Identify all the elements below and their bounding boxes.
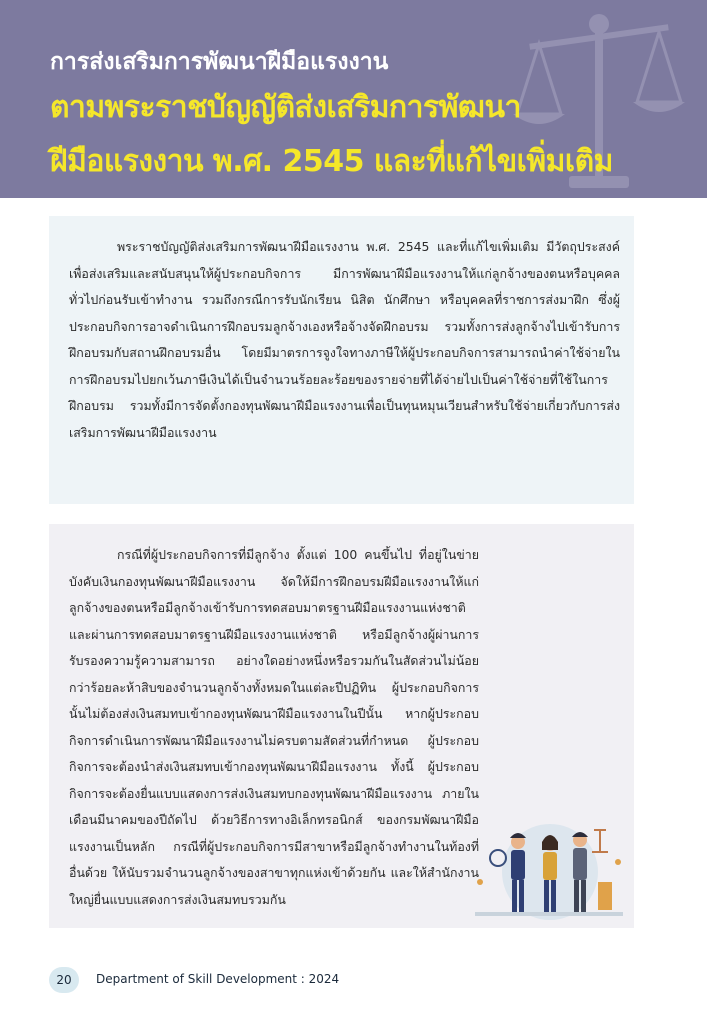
- intro-box: [49, 216, 634, 504]
- header-banner: [0, 0, 707, 198]
- business-people-illustration-icon: [470, 812, 628, 924]
- footer-text: Department of Skill Development : 2024: [96, 972, 340, 986]
- title-line-3: ฝีมือแรงงาน พ.ศ. 2545 และที่แก้ไขเพิ่มเติม: [50, 144, 613, 179]
- fund-paragraph: กรณีที่ผู้ประกอบกิจการที่มีลูกจ้าง ตั้งแต่ 100 คนขึ้นไป ที่อยู่ในข่ายบังคับเงินกองทุนพัฒนาฝีมือแรงงาน จัดให้มีการฝึกอบรมฝีมือแรงงานให้แก่ลูกจ้างของตนหรือมีลูกจ้างเข้ารับการทดสอบมาตรฐานฝีมือแรงงานแห่งชาติและผ่านการทดสอบมาตรฐานฝีมือแรงงานแห่งชาติ หรือมีลูกจ้างผู้ผ่านการรับรองความรู้ความสามารถ อย่างใดอย่างหนึ่งหรือรวมกันในสัดส่วนไม่น้อยกว่าร้อยละห้าสิบของจำนวนลูกจ้างทั้งหมดในแต่ละปีปฏิทิน ผู้ประกอบกิจการนั้นไม่ต้องส่งเงินสมทบเข้ากองทุนพัฒนาฝีมือแรงงานในปีนั้น หากผู้ประกอบกิจการดำเนินการพัฒนาฝีมือแรงงานไม่ครบตามสัดส่วนที่กำหนด ผู้ประกอบกิจการจะต้องนำส่งเงินสมทบเข้ากองทุนพัฒนาฝีมือแรงงาน ทั้งนี้ ผู้ประกอบกิจการจะต้องยื่นแบบแสดงการส่งเงินสมทบกองทุนพัฒนาฝีมือแรงงาน ภายในเดือนมีนาคมของปีถัดไป ด้วยวิธีการทางอิเล็กทรอนิกส์ ของกรมพัฒนาฝีมือแรงงานเป็นหลัก กรณีที่ผู้ประกอบกิจการมีสาขาหรือมีลูกจ้างทำงานในท้องที่อื่นด้วย ให้นับรวมจำนวนลูกจ้างของสาขาทุกแห่งเข้าด้วยกัน และให้สำนักงานใหญ่ยื่นแบบแสดงการส่งเงินสมทบรวมกัน: [69, 547, 479, 907]
- title-line-2: ตามพระราชบัญญัติส่งเสริมการพัฒนา: [50, 90, 521, 125]
- title-line-1: การส่งเสริมการพัฒนาฝีมือแรงงาน: [50, 49, 389, 75]
- intro-paragraph: พระราชบัญญัติส่งเสริมการพัฒนาฝีมือแรงงาน พ.ศ. 2545 และที่แก้ไขเพิ่มเติม มีวัตถุประสงค์ เพื่อส่งเสริมและสนับสนุนให้ผู้ประกอบกิจการ มีการพัฒนาฝีมือแรงงานให้แก่ลูกจ้างของตนหรือบุคคลทั่วไปก่อนรับเข้าทำงาน รวมถึงกรณีการรับนักเรียน นิสิต นักศึกษา หรือบุคคลที่ราชการส่งมาฝึก ซึ่งผู้ประกอบกิจการอาจดำเนินการฝึกอบรมลูกจ้างเองหรือจ้างจัดฝึกอบรม รวมทั้งการส่งลูกจ้างไปเข้ารับการฝึกอบรมกับสถานฝึกอบรมอื่น โดยมีมาตรการจูงใจทางภาษีให้ผู้ประกอบกิจการสามารถนำค่าใช้จ่ายในการฝึกอบรมไปยกเว้นภาษีเงินได้เป็นจำนวนร้อยละร้อยของรายจ่ายที่ได้จ่ายไปเป็นค่าใช้จ่ายที่ใช้ในการฝึกอบรม รวมทั้งมีการจัดตั้งกองทุนพัฒนาฝีมือแรงงานเพื่อเป็นทุนหมุนเวียนสำหรับใช้จ่ายเกี่ยวกับการส่งเสริมการพัฒนาฝีมือแรงงาน: [69, 239, 620, 440]
- page-number-badge: 20: [49, 967, 79, 993]
